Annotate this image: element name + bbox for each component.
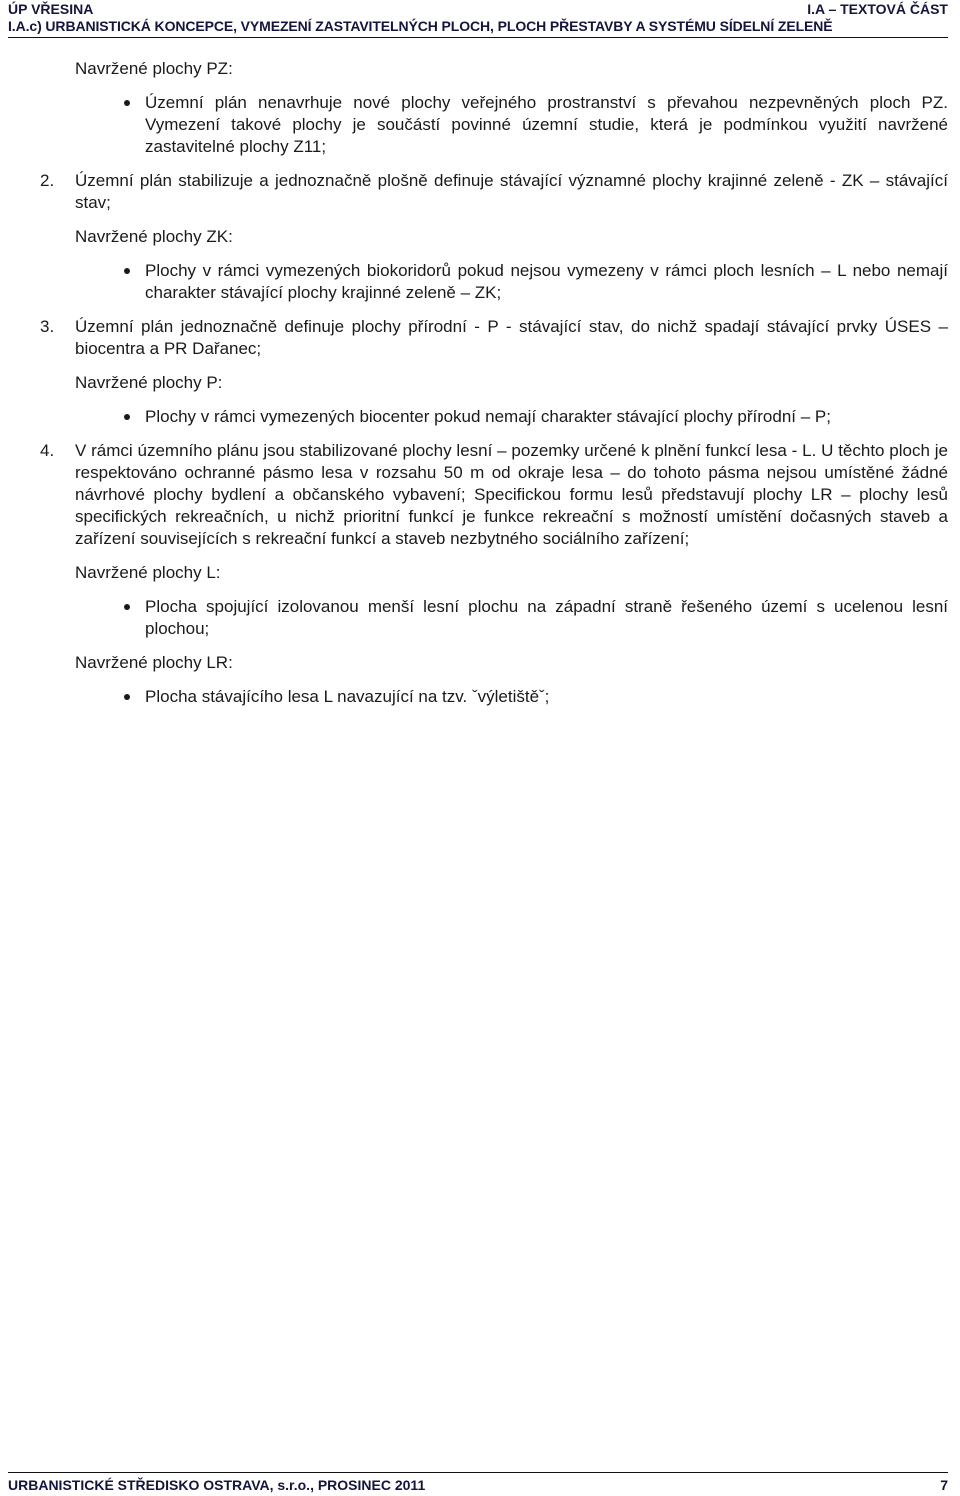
header-document-name: ÚP VŘESINA bbox=[8, 1, 94, 17]
list-item bbox=[40, 92, 948, 158]
item-text: Územní plán stabilizuje a jednoznačně plošně definuje stávající významné plochy krajinné zeleně - ZK – stávající stav; bbox=[75, 171, 948, 212]
pz-heading: Navržené plochy PZ: bbox=[75, 59, 233, 78]
item-number: 4. bbox=[40, 441, 55, 460]
list-item bbox=[40, 406, 948, 428]
zk-heading: Navržené plochy ZK: bbox=[75, 227, 233, 246]
numbered-item-4 bbox=[40, 440, 948, 550]
l-bullet-text: Plocha spojující izolovanou menší lesní plochu na západní straně řešeného území s ucelenou lesní plochou; bbox=[145, 597, 948, 638]
pz-bullet-text: Územní plán nenavrhuje nové plochy veřejného prostranství s převahou nezpevněných ploch PZ. Vymezení takové plochy je součástí povinné územní studie, která je podmínkou využití navržené zastavitelné plochy Z11; bbox=[145, 93, 948, 156]
pz-list bbox=[40, 92, 948, 158]
p-bullet-text: Plochy v rámci vymezených biocenter pokud nemají charakter stávající plochy přírodní – P; bbox=[145, 407, 831, 426]
numbered-item-3 bbox=[40, 316, 948, 360]
bullet-icon bbox=[124, 414, 130, 420]
header-part-name: I.A – TEXTOVÁ ČÁST bbox=[807, 1, 948, 17]
p-list bbox=[40, 406, 948, 428]
item-text: Územní plán jednoznačně definuje plochy přírodní - P - stávající stav, do nichž spadají stávající prvky ÚSES – biocentra a PR Dařanec; bbox=[75, 317, 948, 358]
l-list bbox=[40, 596, 948, 640]
item-number: 2. bbox=[40, 171, 55, 190]
lr-bullet-text: Plocha stávajícího lesa L navazující na tzv. ˇvýletištěˇ; bbox=[145, 687, 550, 706]
item-text: V rámci územního plánu jsou stabilizované plochy lesní – pozemky určené k plnění funkcí lesa - L. U těchto ploch je respektováno ochranné pásmo lesa v rozsahu 50 m od okraje lesa – do tohoto pásma nejsou umístěné žádné návrhové plochy bydlení a občanského vybavení; Specifickou formu lesů představují plochy LR – plochy lesů specifických rekreačních, u nichž prioritní funkcí je funkce rekreační s možností umístění dočasných staveb a zařízení souvisejících s rekreační funkcí a staveb nezbytného sociálního zařízení; bbox=[75, 441, 948, 548]
page-content bbox=[40, 58, 948, 720]
numbered-item-2 bbox=[40, 170, 948, 214]
header-row bbox=[8, 0, 948, 18]
bullet-icon bbox=[124, 604, 130, 610]
list-item bbox=[40, 260, 948, 304]
zk-list bbox=[40, 260, 948, 304]
zk-bullet-text: Plochy v rámci vymezených biokoridorů pokud nejsou vymezeny v rámci ploch lesních – L nebo nemají charakter stávající plochy krajinné zeleně – ZK; bbox=[145, 261, 948, 302]
list-item bbox=[40, 686, 948, 708]
page-footer bbox=[8, 1472, 948, 1493]
l-heading: Navržené plochy L: bbox=[75, 563, 221, 582]
bullet-icon bbox=[124, 268, 130, 274]
item-number: 3. bbox=[40, 317, 55, 336]
p-heading: Navržené plochy P: bbox=[75, 373, 223, 392]
lr-list bbox=[40, 686, 948, 708]
header-chapter-title: I.A.c) URBANISTICKÁ KONCEPCE, VYMEZENÍ ZASTAVITELNÝCH PLOCH, PLOCH PŘESTAVBY A SYSTÉMU SÍDELNÍ ZELENĚ bbox=[8, 18, 833, 34]
page-number: 7 bbox=[940, 1477, 948, 1493]
bullet-icon bbox=[124, 694, 130, 700]
footer-company: URBANISTICKÉ STŘEDISKO OSTRAVA, s.r.o., PROSINEC 2011 bbox=[8, 1477, 426, 1493]
lr-heading: Navržené plochy LR: bbox=[75, 653, 233, 672]
list-item bbox=[40, 596, 948, 640]
page-header bbox=[8, 0, 948, 38]
bullet-icon bbox=[124, 100, 130, 106]
